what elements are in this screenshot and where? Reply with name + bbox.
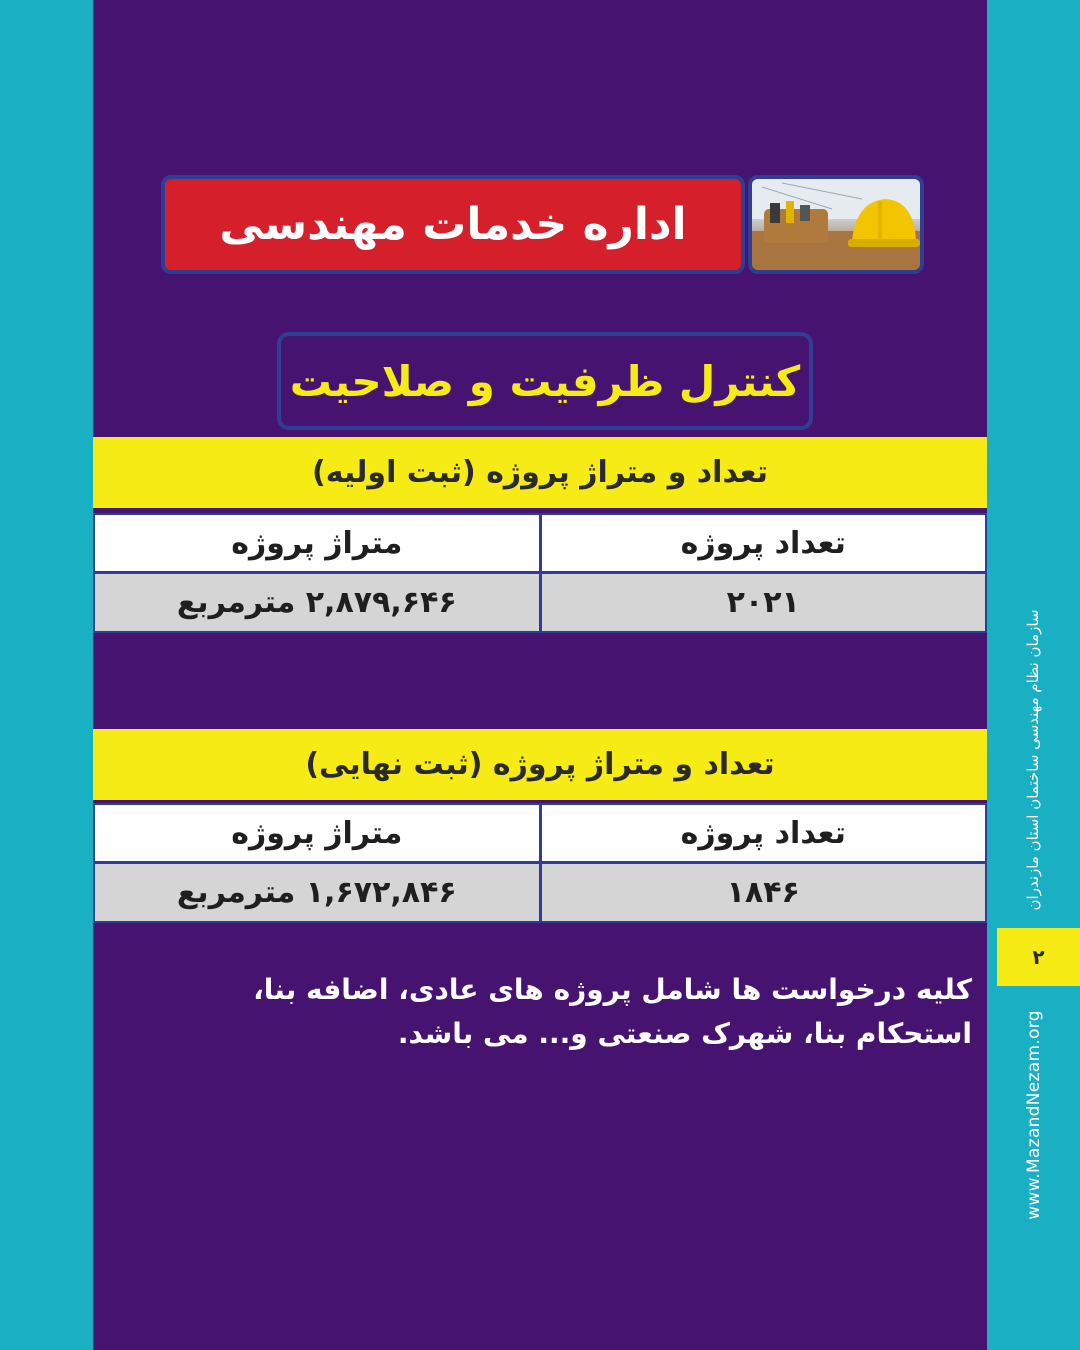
organization-name: سازمان نظام مهندسی ساختمان استان مازندران: [1024, 609, 1042, 911]
cell-count: ۱۸۴۶: [542, 864, 986, 921]
hard-hat-tools-icon: [752, 179, 920, 270]
table-initial: [93, 513, 987, 633]
header-cell-count: تعداد پروژه: [542, 805, 986, 861]
section-heading-initial: [93, 437, 987, 508]
table-final: [93, 803, 987, 923]
section-heading-text: تعداد و متراژ پروژه (ثبت نهایی): [305, 747, 775, 782]
section-heading-final: [93, 729, 987, 800]
header-title-box: [161, 175, 745, 274]
cell-area: ۱,۶۷۲,۸۴۶ مترمربع: [95, 864, 539, 921]
table-header-row: [95, 515, 985, 571]
cell-area: ۲,۸۷۹,۶۴۶ مترمربع: [95, 574, 539, 631]
header-cell-area: متراژ پروژه: [95, 805, 539, 861]
section-heading-text: تعداد و متراژ پروژه (ثبت اولیه): [312, 455, 768, 490]
table-row: [95, 864, 985, 921]
footnote-text: کلیه درخواست ها شامل پروژه های عادی، اضافه بنا، استحکام بنا، شهرک صنعتی و... می باشد.: [253, 973, 972, 1050]
table-header-row: [95, 805, 985, 861]
website-url: www.MazandNezam.org: [1024, 1010, 1044, 1220]
page-number: ۲: [997, 928, 1080, 986]
table-row: [95, 574, 985, 631]
hard-hat-tools-image: [748, 175, 924, 274]
header-cell-area: متراژ پروژه: [95, 515, 539, 571]
cell-count: ۲۰۲۱: [542, 574, 986, 631]
subtitle-box: [277, 332, 813, 430]
header-title: اداره خدمات مهندسی: [219, 199, 687, 250]
header-cell-count: تعداد پروژه: [542, 515, 986, 571]
subtitle: کنترل ظرفیت و صلاحیت: [289, 356, 801, 406]
